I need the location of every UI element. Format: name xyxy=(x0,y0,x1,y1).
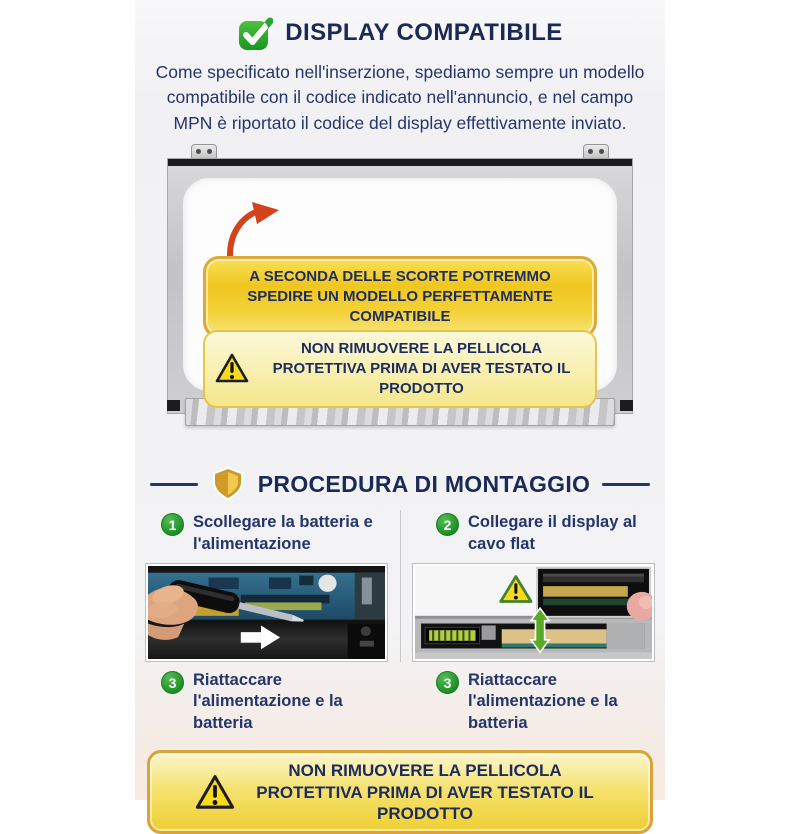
step-3-right xyxy=(400,666,665,736)
film-note-text: NON RIMUOVERE LA PELLICOLA PROTETTIVA PRIMA DI AVER TESTATO IL PRODOTTO xyxy=(272,340,571,397)
photo-step-1-battery xyxy=(145,563,388,662)
step-2 xyxy=(400,508,665,557)
stock-note-text: A SECONDA DELLE SCORTE POTREMMO SPEDIRE UN MODELLO PERFETTAMENTE COMPATIBILE xyxy=(247,268,553,325)
photo-step-2-flat-cable xyxy=(412,563,655,662)
infographic-page xyxy=(135,0,665,823)
procedure-steps xyxy=(135,508,665,736)
footer-warning-banner xyxy=(147,750,653,834)
step-number-badge: 3 xyxy=(436,671,459,694)
step-text: Scollegare la batteria e l'alimentazione xyxy=(193,513,373,553)
panel-end-cap-right xyxy=(620,400,633,411)
warning-triangle-icon xyxy=(215,353,249,384)
step-3-left xyxy=(135,666,400,736)
footer-warning-text: NON RIMUOVERE LA PELLICOLA PROTETTIVA PRIMA DI AVER TESTATO IL PRODOTTO xyxy=(256,761,594,823)
procedure-title: PROCEDURA DI MONTAGGIO xyxy=(257,470,591,497)
step-text: Riattaccare l'alimentazione e la batteria xyxy=(193,671,343,732)
shield-icon xyxy=(210,466,246,502)
divider-line xyxy=(602,483,650,486)
step-row-top xyxy=(135,508,665,557)
procedure-header xyxy=(135,466,665,502)
step-number-badge: 2 xyxy=(436,513,459,536)
page-title: DISPLAY COMPATIBILE xyxy=(285,19,563,46)
panel-end-cap-left xyxy=(167,400,180,411)
step-number-badge: 1 xyxy=(161,513,184,536)
step-1 xyxy=(135,508,400,557)
warning-triangle-icon xyxy=(195,774,235,811)
battery-disconnect-photo xyxy=(148,566,385,659)
step-photos xyxy=(135,557,665,666)
panel-bezel-strip xyxy=(168,159,632,166)
flat-cable-photo xyxy=(415,566,652,659)
step-number-badge: 3 xyxy=(161,671,184,694)
divider-line xyxy=(150,483,198,486)
intro-text: Come specificato nell'inserzione, spediamo sempre un modello compatibile con il codice indicato nell'annuncio, e nel campo MPN è riportato il codice del display effettivamente inviato. xyxy=(155,62,645,133)
header xyxy=(135,12,665,54)
laptop-panel-illustration xyxy=(135,144,665,436)
stock-note xyxy=(203,256,597,337)
curved-arrow-icon xyxy=(221,202,283,256)
step-text: Riattaccare l'alimentazione e la batteria xyxy=(468,671,618,732)
step-row-bottom xyxy=(135,666,665,736)
step-text: Collegare il display al cavo flat xyxy=(468,513,637,553)
film-note xyxy=(203,330,597,407)
check-icon xyxy=(237,15,273,51)
